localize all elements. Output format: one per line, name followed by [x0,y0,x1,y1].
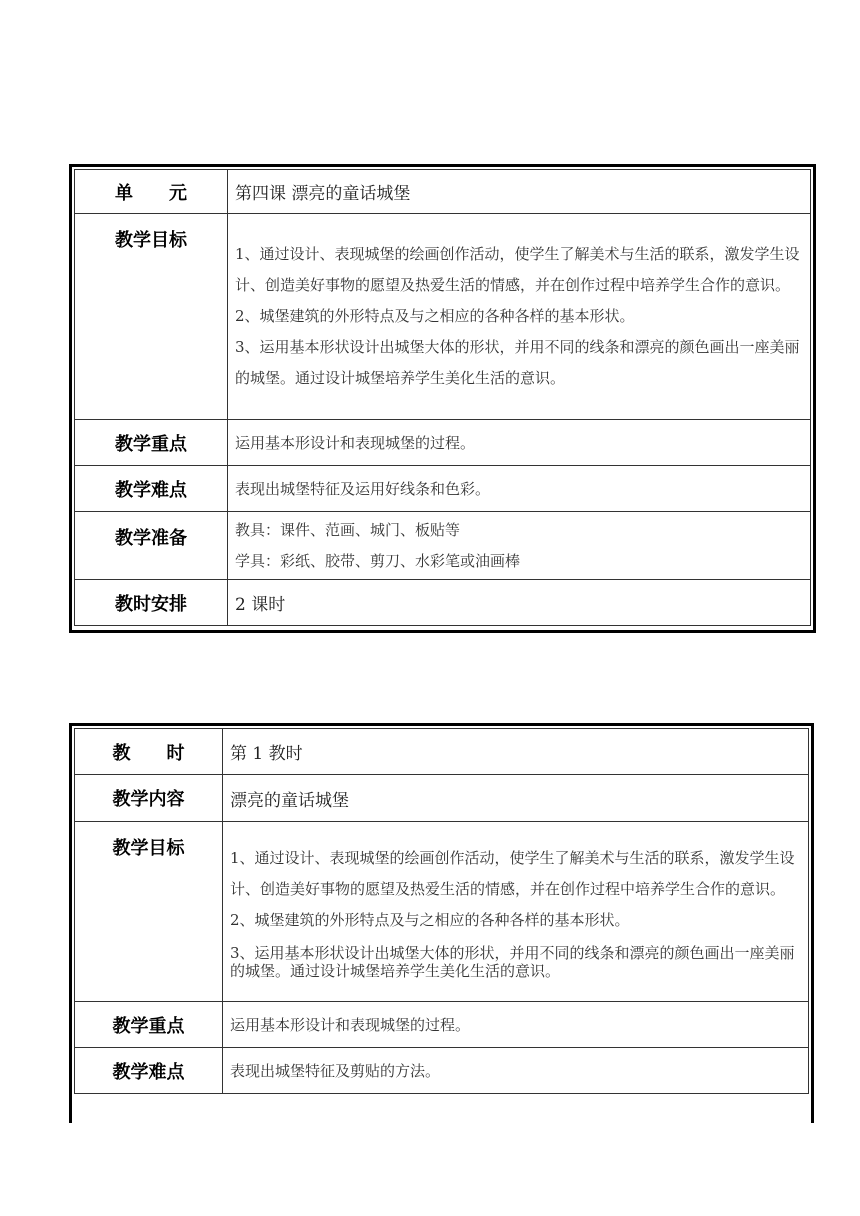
goals-cell-2 [223,822,809,1002]
unit-row [75,170,811,214]
preparation-row [75,512,811,580]
key-point-value: 运用基本形设计和表现城堡的过程。 [228,420,811,466]
preparation-cell [228,512,811,580]
teaching-aids-line: 教具：课件、范画、城门、板贴等 [235,520,461,539]
key-point-label-2: 教学重点 [75,1002,223,1048]
schedule-label: 教时安排 [75,580,228,626]
goals-cell [228,214,811,420]
goal-item-2: 2、城堡建筑的外形特点及与之相应的各种各样的基本形状。 [230,911,630,929]
period-label: 教 时 [75,729,223,775]
period-value: 第 1 教时 [223,729,809,775]
key-point-value-2: 运用基本形设计和表现城堡的过程。 [223,1002,809,1048]
goal-item-1: 1、通过设计、表现城堡的绘画创作活动，使学生了解美术与生活的联系，激发学生设计、创造美好事物的愿望及热爱生活的情感，并在创作过程中培养学生合作的意识。 [230,849,795,898]
goals-row-2 [75,822,809,1002]
goal-item-1: 1、通过设计、表现城堡的绘画创作活动，使学生了解美术与生活的联系，激发学生设计、创造美好事物的愿望及热爱生活的情感，并在创作过程中培养学生合作的意识。 [235,245,800,294]
goals-row [75,214,811,420]
difficulty-value: 表现出城堡特征及运用好线条和色彩。 [228,466,811,512]
difficulty-value-2: 表现出城堡特征及剪贴的方法。 [223,1048,809,1094]
difficulty-label: 教学难点 [75,466,228,512]
goals-label: 教学目标 [75,214,228,420]
lesson-one-table [69,723,814,1123]
key-point-row [75,420,811,466]
content-row [75,775,809,822]
content-value: 漂亮的童话城堡 [223,775,809,822]
goal-item-3: 3、运用基本形状设计出城堡大体的形状，并用不同的线条和漂亮的颜色画出一座美丽的城堡。通过设计城堡培养学生美化生活的意识。 [235,338,800,387]
schedule-row [75,580,811,626]
unit-label: 单 元 [75,170,228,214]
difficulty-label-2: 教学难点 [75,1048,223,1094]
goal-item-3: 3、运用基本形状设计出城堡大体的形状，并用不同的线条和漂亮的颜色画出一座美丽的城堡。通过设计城堡培养学生美化生活的意识。 [230,944,795,980]
key-point-row-2 [75,1002,809,1048]
unit-overview-table [69,164,816,633]
difficulty-row-2 [75,1048,809,1094]
period-row [75,729,809,775]
preparation-label: 教学准备 [75,512,228,580]
goal-item-2: 2、城堡建筑的外形特点及与之相应的各种各样的基本形状。 [235,307,635,325]
goals-label-2: 教学目标 [75,822,223,1002]
key-point-label: 教学重点 [75,420,228,466]
content-label: 教学内容 [75,775,223,822]
unit-value: 第四课 漂亮的童话城堡 [228,170,811,214]
schedule-value: 2 课时 [228,580,811,626]
student-materials-line: 学具：彩纸、胶带、剪刀、水彩笔或油画棒 [235,551,521,570]
difficulty-row [75,466,811,512]
